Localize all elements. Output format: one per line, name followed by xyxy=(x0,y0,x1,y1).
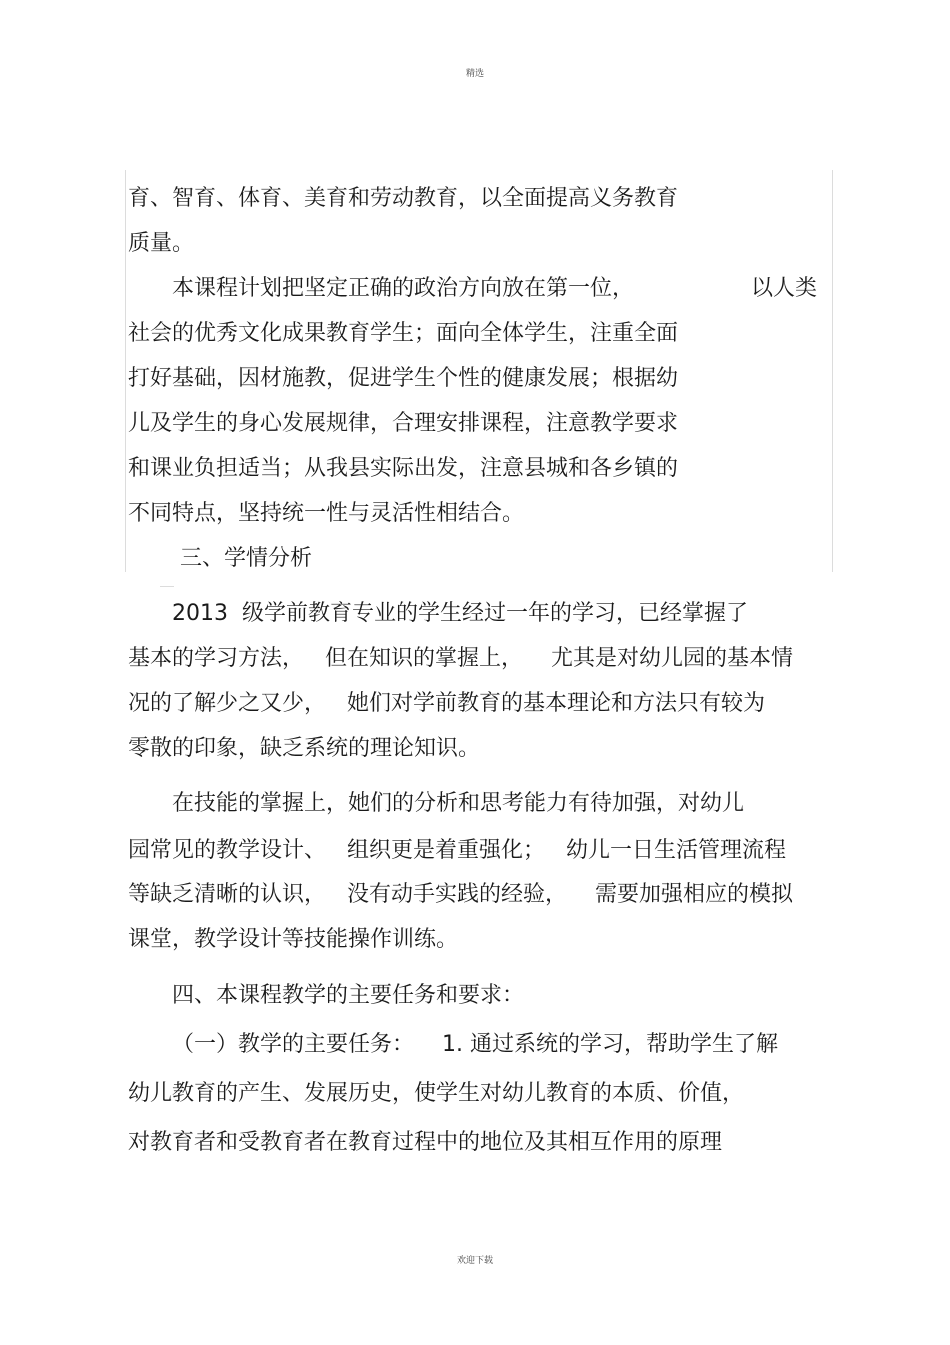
text-line-14: 在技能的掌握上，她们的分析和思考能力有待加强，对幼儿 xyxy=(172,791,745,816)
text-line-3-right: 以人类 xyxy=(751,276,818,301)
text-line-4: 社会的优秀文化成果教育学生；面向全体学生，注重全面 xyxy=(128,321,679,346)
text-line-6: 儿及学生的身心发展规律，合理安排课程，注意教学要求 xyxy=(128,411,679,436)
text-line-12: 况的了解少之又少， 她们对学前教育的基本理论和方法只有较为 xyxy=(128,691,765,716)
text-line-3: 本课程计划把坚定正确的政治方向放在第一位， xyxy=(172,276,635,301)
text-line-10: 2013 级学前教育专业的学生经过一年的学习，已经掌握了 xyxy=(172,601,748,626)
table-border-mark xyxy=(160,586,174,587)
section-heading-3: 三、学情分析 xyxy=(180,546,313,571)
text-line-21: 对教育者和受教育者在教育过程中的地位及其相互作用的原理 xyxy=(128,1130,723,1155)
text-line-2: 质量。 xyxy=(128,231,195,256)
text-line-7: 和课业负担适当；从我县实际出发，注意县城和各乡镇的 xyxy=(128,456,679,481)
section-heading-4: 四、本课程教学的主要任务和要求： xyxy=(172,983,525,1008)
page-header: 精选 xyxy=(465,69,484,79)
text-line-11: 基本的学习方法， 但在知识的掌握上， 尤其是对幼儿园的基本情 xyxy=(128,646,793,671)
text-line-1: 育、智育、体育、美育和劳动教育，以全面提高义务教育 xyxy=(128,186,679,211)
text-line-19: （一）教学的主要任务： 1. 通过系统的学习，帮助学生了解 xyxy=(172,1032,778,1057)
text-line-20: 幼儿教育的产生、发展历史，使学生对幼儿教育的本质、价值， xyxy=(128,1081,745,1106)
page-footer: 欢迎下载 xyxy=(456,1256,493,1266)
text-line-13: 零散的印象，缺乏系统的理论知识。 xyxy=(128,736,481,761)
text-line-15: 园常见的教学设计、 组织更是着重强化； 幼儿一日生活管理流程 xyxy=(128,838,786,863)
text-line-16: 等缺乏清晰的认识， 没有动手实践的经验， 需要加强相应的模拟 xyxy=(128,882,793,907)
text-line-17: 课堂，教学设计等技能操作训练。 xyxy=(128,927,459,952)
table-border-left xyxy=(125,170,126,572)
text-line-8: 不同特点，坚持统一性与灵活性相结合。 xyxy=(128,501,525,526)
text-line-5: 打好基础，因材施教，促进学生个性的健康发展；根据幼 xyxy=(128,366,679,391)
table-border-right xyxy=(832,170,833,572)
